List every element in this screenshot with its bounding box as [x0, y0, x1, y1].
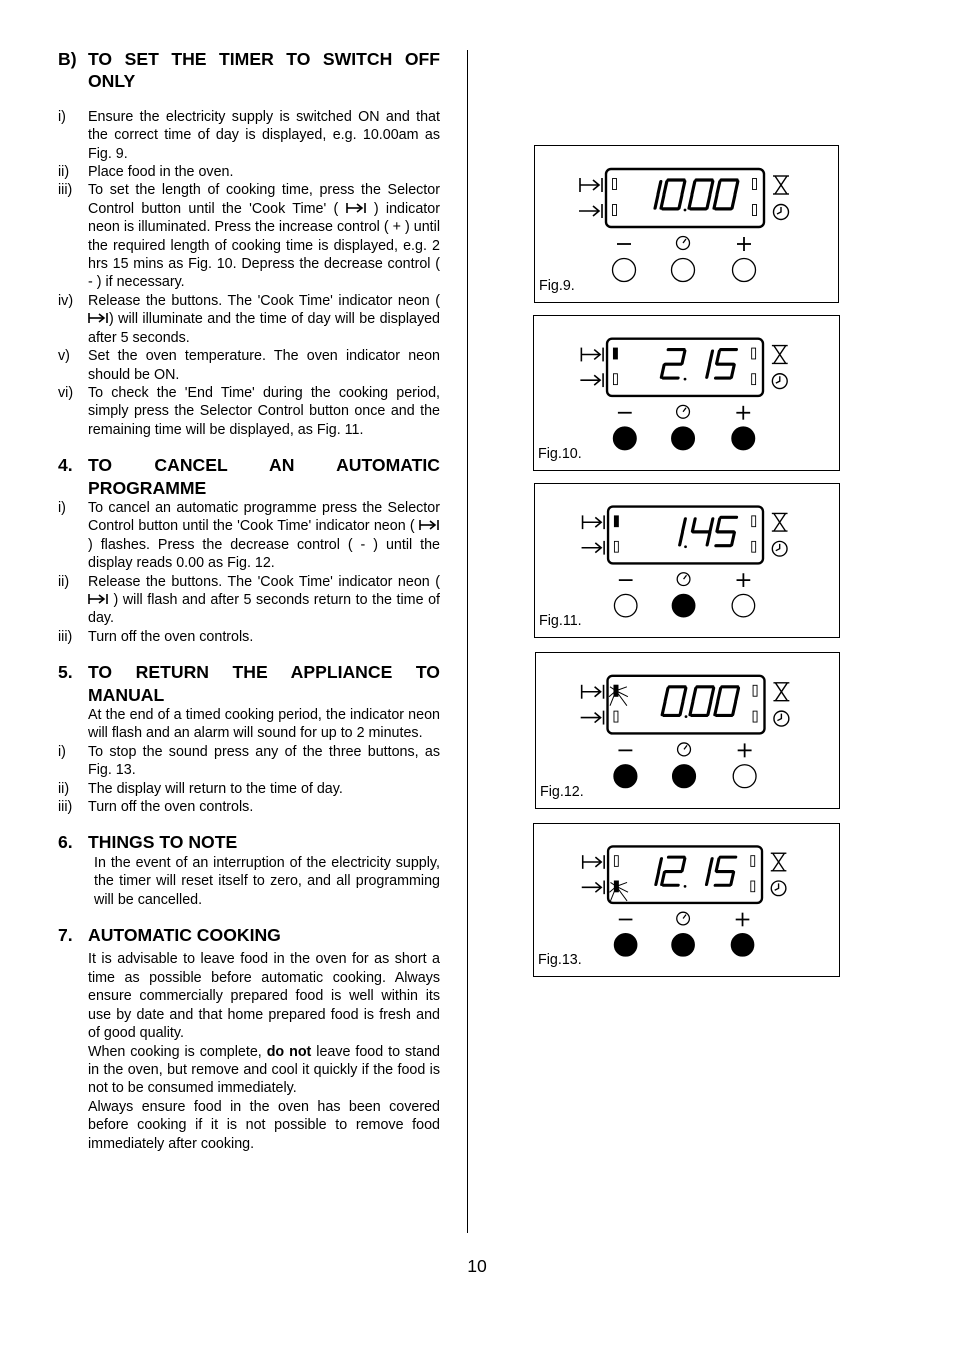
decimal-point	[684, 885, 687, 888]
end-time-icon	[582, 541, 605, 555]
increase-button	[732, 427, 755, 450]
plus-icon	[738, 743, 752, 757]
selector-button	[672, 594, 695, 617]
decrease-button	[614, 765, 637, 788]
end-time-icon	[582, 881, 604, 895]
cook-time-icon	[580, 178, 602, 192]
figure-caption: Fig.12.	[540, 784, 584, 800]
list-item: v) Set the oven temperature. The oven indicator neon should be ON.	[58, 348, 440, 383]
clock-icon	[772, 374, 787, 389]
section-4-title: TO CANCEL AN AUTOMATIC PROGRAMME	[88, 455, 440, 498]
clock-icon	[774, 205, 789, 220]
minute-minder-icon	[771, 853, 787, 871]
cook-time-icon	[419, 518, 440, 532]
page-number: 10	[467, 1256, 487, 1276]
selector-icon	[677, 573, 690, 586]
plus-icon	[737, 237, 751, 251]
decimal-point	[684, 378, 687, 381]
cook-time-icon	[583, 515, 605, 529]
figure-caption: Fig.9.	[539, 278, 575, 294]
cook-time-icon	[583, 855, 604, 869]
section-6-text: In the event of an interruption of the electricity supply, the timer will reset itself to zero, and all programming will be cancelled.	[94, 854, 440, 908]
section-7-paragraph: When cooking is complete, do not leave food to stand in the oven, but remove and cool it quickly if the food is not to be consumed immediately.	[88, 1043, 440, 1097]
lcd-display	[608, 676, 765, 734]
lcd-display	[608, 507, 763, 564]
section-5-intro: At the end of a timed cooking period, the indicator neon will flash and an alarm will sound for up to 2 minutes.	[88, 707, 440, 742]
figure-caption: Fig.13.	[538, 952, 582, 968]
plus-icon	[736, 406, 750, 420]
section-7-paragraph: Always ensure food in the oven has been covered before cooking if it is not possible to remove food immediately after cooking.	[88, 1098, 440, 1152]
selector-icon	[677, 405, 690, 418]
plus-icon	[736, 913, 750, 927]
section-7-title: AUTOMATIC COOKING	[88, 925, 281, 946]
figure-9	[534, 145, 839, 303]
figure-12	[535, 652, 840, 809]
selector-button	[672, 934, 694, 956]
clock-icon	[774, 711, 789, 726]
list-item: iv) Release the buttons. The 'Cook Time' indicator neon () will illuminate and the time of day will be displayed after 5 seconds.	[58, 292, 440, 346]
cook-time-icon	[88, 311, 109, 325]
list-item: ii) Place food in the oven.	[58, 164, 234, 181]
section-6-heading: 6. THINGS TO NOTE	[58, 831, 440, 853]
decimal-point	[685, 715, 688, 718]
cook-time-icon	[346, 201, 367, 215]
minute-minder-icon	[773, 683, 789, 701]
figure-caption: Fig.11.	[539, 613, 582, 629]
figure-13	[533, 823, 840, 977]
cook-time-icon	[582, 685, 604, 699]
column-divider	[467, 50, 468, 1233]
lcd-display	[607, 339, 763, 396]
list-item: i) Ensure the electricity supply is switched ON and that the correct time of day is displayed, e.g. 10.00am as Fig. 9.	[58, 108, 440, 162]
lcd-display	[608, 846, 762, 903]
list-item: ii) The display will return to the time of day.	[58, 780, 343, 797]
list-item: vi) To check the 'End Time' during the cooking period, simply press the Selector Control button once and the remaining time will be displayed, as Fig. 11.	[58, 384, 440, 438]
increase-button	[733, 259, 756, 282]
selector-icon	[678, 743, 691, 756]
decimal-point	[684, 209, 687, 212]
figure-caption: Fig.10.	[538, 446, 582, 462]
end-time-icon	[581, 711, 604, 725]
cook-time-neon	[613, 348, 618, 360]
section-b-title: TO SET THE TIMER TO SWITCH OFF ONLY	[88, 49, 440, 92]
text-column	[58, 48, 440, 1153]
list-item: iii) Turn off the oven controls.	[58, 799, 254, 816]
list-item: iii) Turn off the oven controls.	[58, 628, 254, 645]
figure-10	[533, 315, 840, 471]
clock-icon	[772, 541, 787, 556]
timer-panel	[535, 146, 838, 302]
list-item: i) To stop the sound press any of the three buttons, as Fig. 13.	[58, 743, 440, 779]
increase-button	[733, 765, 756, 788]
list-item: ii) Release the buttons. The 'Cook Time' indicator neon ( ) will flash and after 5 seconds return to the time of day.	[58, 573, 440, 627]
selector-button	[673, 765, 696, 788]
minute-minder-icon	[773, 176, 789, 194]
plus-icon	[737, 573, 751, 587]
selector-icon	[677, 912, 690, 925]
minute-minder-icon	[772, 513, 788, 531]
cook-time-icon	[88, 592, 109, 606]
end-time-icon	[580, 373, 603, 387]
section-6-title: THINGS TO NOTE	[88, 832, 238, 853]
selector-button	[672, 259, 695, 282]
clock-icon	[771, 881, 786, 896]
lcd-display	[606, 169, 764, 227]
selector-icon	[677, 237, 690, 250]
decrease-button	[613, 259, 636, 282]
section-4-heading: 4. TO CANCEL AN AUTOMATIC PROGRAMME	[58, 455, 440, 498]
figure-11	[534, 483, 840, 638]
section-b-heading	[58, 48, 440, 93]
list-item: iii) To set the length of cooking time, press the Selector Control button until the 'Cook Time' ( ) indicator neon is illuminated. Press the increase control ( + ) until the required length of cooking time is displayed, e.g. 2 hrs 15 mins as Fig. 10. Depress the decrease control ( - ) if necessary.	[58, 182, 440, 291]
increase-button	[731, 934, 753, 956]
decrease-button	[614, 934, 636, 956]
section-7-paragraph: It is advisable to leave food in the oven for as short a time as possible before automatic cooking. Always ensure commercially prepared food is well within its use by date and that home prepared food is fresh and of good quality.	[88, 951, 440, 1042]
cook-time-icon	[581, 348, 603, 362]
increase-button	[732, 594, 755, 617]
section-7-heading: 7. AUTOMATIC COOKING	[58, 924, 440, 946]
end-time-icon	[579, 204, 602, 218]
selector-button	[672, 427, 695, 450]
section-b-label: B)	[58, 49, 77, 69]
cook-time-neon	[614, 515, 619, 527]
decrease-button	[614, 594, 637, 617]
list-item: i) To cancel an automatic programme press the Selector Control button until the 'Cook Time' indicator neon ( ) flashes. Press the decrease control ( - ) until the display reads 0.00 as Fig. 12.	[58, 499, 440, 572]
section-5-heading: 5. TO RETURN THE APPLIANCE TO MANUAL	[58, 662, 440, 705]
minute-minder-icon	[772, 346, 788, 364]
decrease-button	[613, 427, 636, 450]
section-5-title: TO RETURN THE APPLIANCE TO MANUAL	[88, 662, 440, 705]
decimal-point	[684, 545, 687, 548]
